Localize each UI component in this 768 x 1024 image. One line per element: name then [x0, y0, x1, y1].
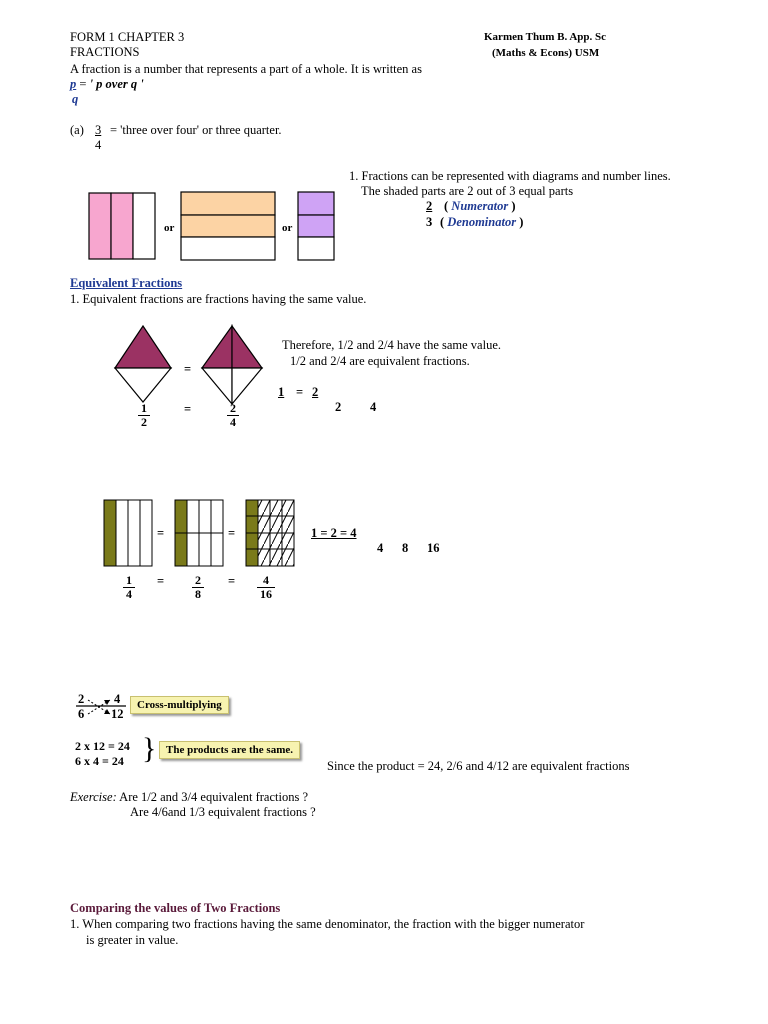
author-line-1: Karmen Thum B. App. Sc [484, 31, 607, 43]
q-symbol: q [72, 92, 79, 106]
eq1-denominator-2: 4 [370, 400, 377, 414]
eq2-denominator-3: 16 [427, 541, 440, 555]
chapter-title: FORM 1 CHAPTER 3 [70, 30, 185, 44]
eq2-denominator-1: 4 [377, 541, 384, 555]
brace-icon: } [142, 732, 157, 765]
denominator-label: ( Denominator ) [440, 215, 524, 229]
example-a-denominator: 4 [95, 138, 102, 152]
fraction-one-half: $\frac{1}{2}$ [138, 402, 150, 429]
equals-sign: = [76, 77, 90, 91]
equivalent-heading: Equivalent Fractions [70, 276, 183, 290]
eq1-numerator-2: 2 [312, 385, 319, 399]
eq2-denominator-2: 8 [402, 541, 409, 555]
example-a-label: (a) [70, 123, 84, 137]
cross-multiplying-tag: Cross-multiplying [130, 696, 229, 714]
p-symbol: p [70, 77, 77, 91]
denominator-value: 3 [426, 215, 433, 229]
exercise-question-2: Are 4/6and 1/3 equivalent fractions ? [130, 805, 316, 819]
products-same-tag: The products are the same. [159, 741, 300, 759]
author-line-2: (Maths & Econs) USM [492, 47, 600, 59]
exercise-question-1: Exercise: Are 1/2 and 3/4 equivalent fractions ? [70, 790, 308, 804]
eq2-numerators: 1 = 2 = 4 [311, 526, 357, 540]
product-2: 6 x 4 = 24 [75, 754, 124, 768]
fraction-one-fourth: $\frac{1}{4}$ [123, 574, 135, 601]
cross-a-denominator: 6 [78, 707, 85, 721]
product-1: 2 x 12 = 24 [75, 739, 130, 753]
topic-title: FRACTIONS [70, 45, 140, 59]
cross-a-numerator: 2 [78, 692, 85, 706]
cross-b-denominator: 12 [111, 707, 124, 721]
example-a-numerator: 3 [95, 123, 102, 137]
representation-line-1: 1. Fractions can be represented with diagrams and number lines. [349, 169, 671, 183]
representation-line-2: The shaded parts are 2 out of 3 equal parts [361, 184, 574, 198]
bar-fraction-equals-2: = [228, 574, 236, 588]
comparing-line-2: is greater in value. [86, 933, 179, 947]
bar-equals-1: = [157, 526, 165, 540]
therefore-line-1: Therefore, 1/2 and 2/4 have the same value. [282, 338, 502, 352]
bar-fraction-equals-1: = [157, 574, 165, 588]
cross-b-numerator: 4 [114, 692, 121, 706]
or-label-2: or [282, 222, 293, 234]
or-label-1: or [164, 222, 175, 234]
fraction-equals-sign: = [184, 402, 192, 416]
kite-equals-sign: = [184, 362, 192, 376]
eq1-equals: = [296, 385, 304, 399]
eq1-denominator-1: 2 [335, 400, 342, 414]
equivalent-definition: 1. Equivalent fractions are fractions having the same value. [70, 292, 367, 306]
comparing-heading: Comparing the values of Two Fractions [70, 901, 281, 915]
fraction-four-sixteenths: $\frac{4}{16}$ [257, 574, 275, 601]
exercise-label: Exercise: [70, 790, 117, 804]
example-a-text: = 'three over four' or three quarter. [110, 123, 282, 137]
therefore-line-2: 1/2 and 2/4 are equivalent fractions. [290, 354, 470, 368]
fraction-two-quarters: $\frac{2}{4}$ [227, 402, 239, 429]
numerator-value: 2 [426, 199, 433, 213]
eq1-numerator-1: 1 [278, 385, 285, 399]
fraction-two-eighths: $\frac{2}{8}$ [192, 574, 204, 601]
comparing-line-1: 1. When comparing two fractions having the same denominator, the fraction with the bigger numerator [70, 917, 585, 931]
p-over-q-text: ' p over q ' [89, 77, 144, 91]
fraction-definition: A fraction is a number that represents a part of a whole. It is written as [70, 62, 422, 76]
bar-equals-2: = [228, 526, 236, 540]
since-statement: Since the product = 24, 2/6 and 4/12 are equivalent fractions [327, 759, 630, 773]
numerator-label: ( Numerator ) [444, 199, 516, 213]
